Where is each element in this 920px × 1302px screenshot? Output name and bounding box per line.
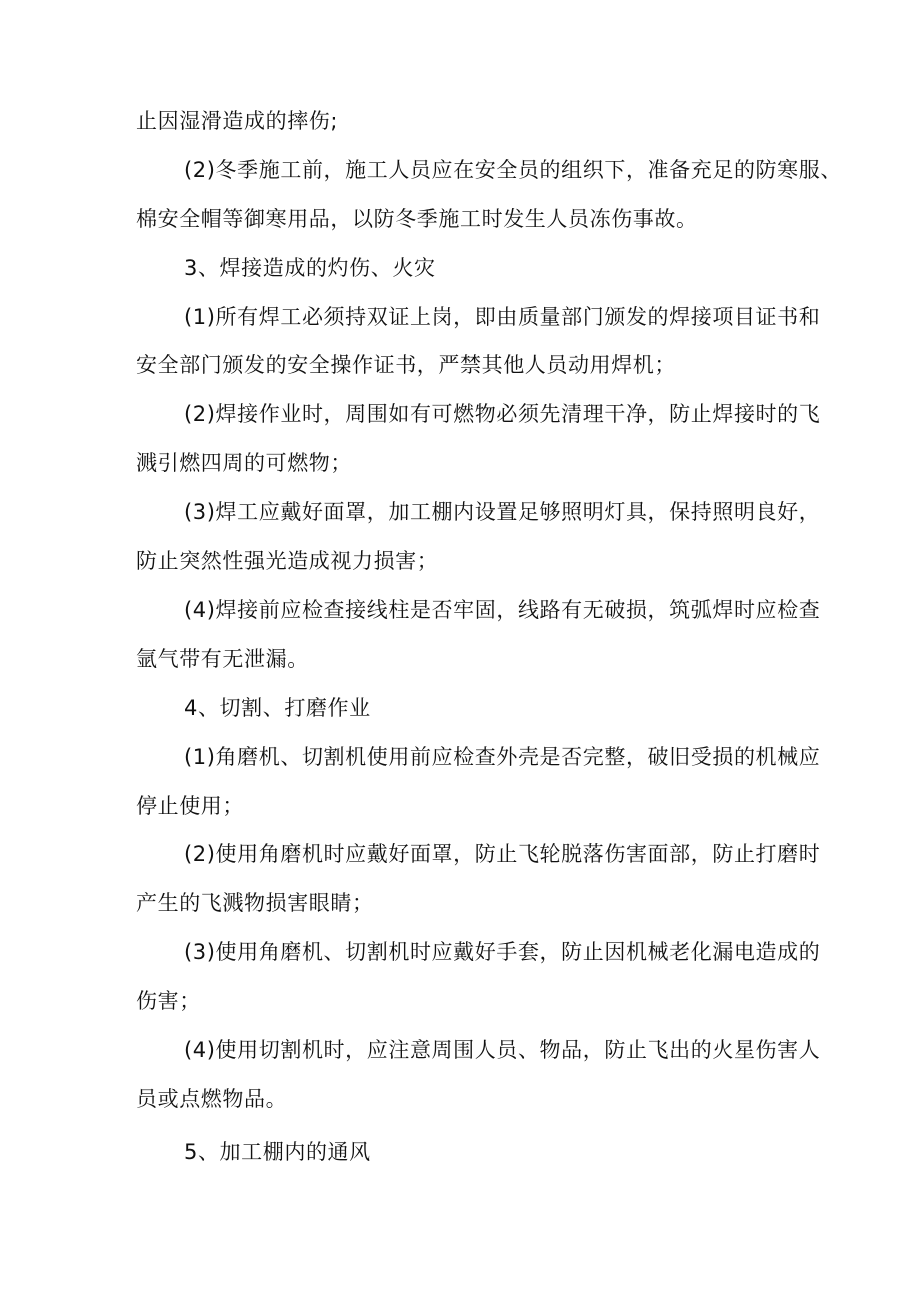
text-line: (2)焊接作业时，周围如有可燃物必须先清理干净，防止焊接时的飞: [184, 402, 821, 426]
text-line: (2)使用角磨机时应戴好面罩，防止飞轮脱落伤害面部，防止打磨时: [184, 842, 821, 866]
text-line: 氩气带有无泄漏。: [136, 647, 309, 671]
text-line: 停止使用；: [136, 794, 244, 818]
section-heading: 3、焊接造成的灼伤、火灾: [184, 256, 436, 280]
text-line: 产生的飞溅物损害眼睛；: [136, 891, 374, 915]
section-heading: 5、加工棚内的通风: [184, 1140, 371, 1164]
text-line: (3)使用角磨机、切割机时应戴好手套，防止因机械老化漏电造成的: [184, 940, 821, 964]
text-line: (1)所有焊工必须持双证上岗，即由质量部门颁发的焊接项目证书和: [184, 305, 821, 329]
text-line: (1)角磨机、切割机使用前应检查外壳是否完整，破旧受损的机械应: [184, 745, 821, 769]
text-line: (2)冬季施工前，施工人员应在安全员的组织下，准备充足的防寒服、: [184, 158, 842, 182]
text-line: 伤害；: [136, 989, 201, 1013]
text-line: 止因湿滑造成的摔伤;: [136, 109, 339, 133]
text-line: (4)焊接前应检查接线柱是否牢固，线路有无破损，筑弧焊时应检查: [184, 598, 821, 622]
text-line: (4)使用切割机时，应注意周围人员、物品，防止飞出的火星伤害人: [184, 1038, 821, 1062]
section-heading: 4、切割、打磨作业: [184, 696, 371, 720]
text-line: 员或点燃物品。: [136, 1087, 288, 1111]
text-line: (3)焊工应戴好面罩，加工棚内设置足够照明灯具，保持照明良好，: [184, 500, 821, 524]
text-line: 防止突然性强光造成视力损害；: [136, 549, 439, 573]
text-line: 棉安全帽等御寒用品，以防冬季施工时发生人员冻伤事故。: [136, 207, 698, 231]
text-line: 安全部门颁发的安全操作证书，严禁其他人员动用焊机；: [136, 353, 676, 377]
text-line: 溅引燃四周的可燃物；: [136, 451, 352, 475]
